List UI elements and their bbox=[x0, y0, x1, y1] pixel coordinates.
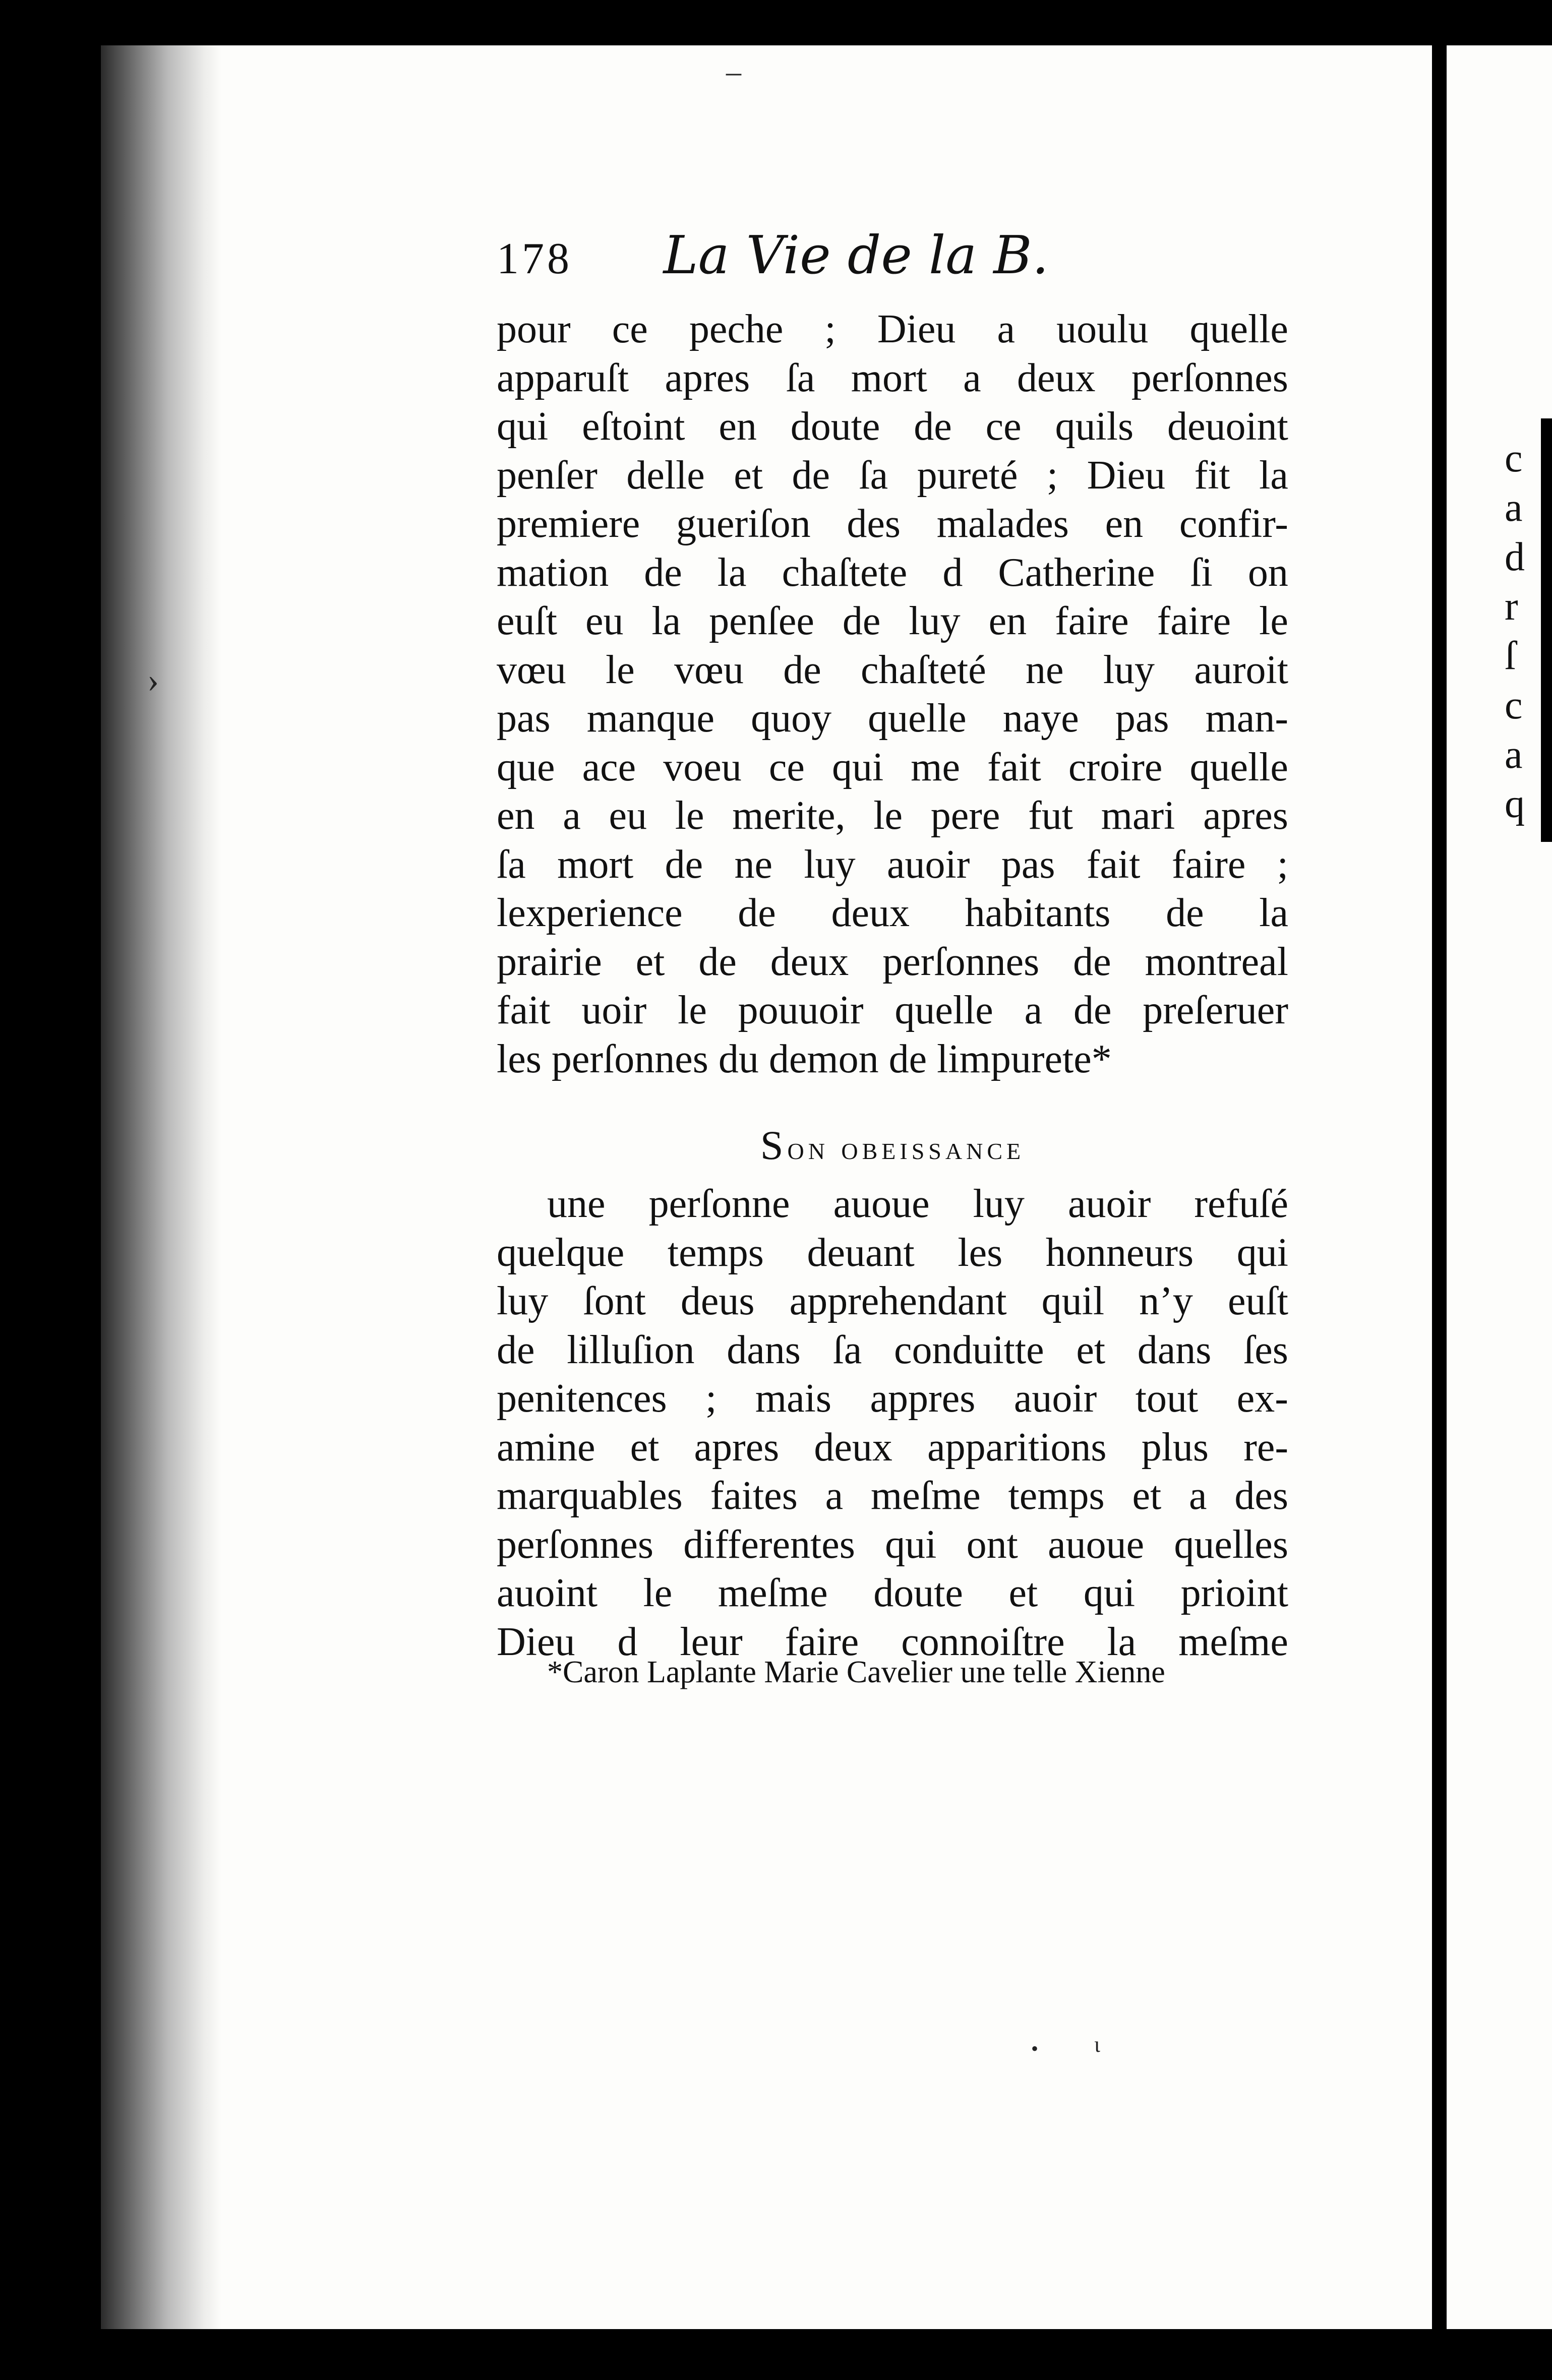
text-line: que ace voeu ce qui me fait croire quelle bbox=[497, 745, 1288, 789]
text-line: une perſonne auoue luy auoir refuſé bbox=[547, 1182, 1288, 1226]
scan-speck: • bbox=[1031, 2037, 1039, 2060]
next-page-letters bbox=[1505, 434, 1525, 829]
scan-speck: ι bbox=[1094, 2032, 1100, 2057]
page-divider bbox=[1435, 45, 1447, 2329]
page-number: 178 bbox=[497, 234, 572, 283]
paragraph-2 bbox=[497, 1180, 1288, 1666]
text-line: Dieu d leur faire connoiſtre la meſme bbox=[497, 1619, 1288, 1664]
text-line: qui eſtoint en doute de ce quils deuoint bbox=[497, 404, 1288, 449]
next-page-letter: c bbox=[1505, 683, 1523, 727]
text-line: penſer delle et de ſa pureté ; Dieu fit la bbox=[497, 453, 1288, 498]
text-line: les perſonnes du demon de limpurete* bbox=[497, 1036, 1112, 1081]
text-line: prairie et de deux perſonnes de montreal bbox=[497, 939, 1288, 984]
scan-speck: – bbox=[726, 55, 741, 88]
text-line: perſonnes differentes qui ont auoue quelles bbox=[497, 1522, 1288, 1567]
next-page-sliver bbox=[1447, 45, 1552, 2329]
text-line: lexperience de deux habitants de la bbox=[497, 891, 1288, 935]
scan-speck: › bbox=[147, 661, 159, 700]
next-page-letter: d bbox=[1505, 535, 1525, 579]
section-heading: Son obeissance bbox=[760, 1122, 1025, 1168]
next-page-letter: r bbox=[1505, 584, 1518, 629]
text-line: vœu le vœu de chaſteté ne luy auroit bbox=[497, 647, 1288, 692]
text-line: euſt eu la penſee de luy en faire faire le bbox=[497, 599, 1288, 643]
text-line: auoint le meſme doute et qui prioint bbox=[497, 1571, 1288, 1615]
running-head bbox=[497, 224, 1203, 286]
text-line: apparuſt apres ſa mort a deux perſonnes bbox=[497, 355, 1288, 400]
next-page-letter: ſ bbox=[1505, 634, 1516, 678]
text-line: premiere gueriſon des malades en confir- bbox=[497, 502, 1288, 546]
next-page-letter: a bbox=[1505, 485, 1523, 530]
text-line: pour ce peche ; Dieu a uoulu quelle bbox=[497, 307, 1288, 351]
next-page-letter: a bbox=[1505, 733, 1523, 777]
running-title: La Vie de la B. bbox=[663, 224, 1049, 286]
next-page-letter: q bbox=[1505, 782, 1525, 826]
page-gutter-shadow bbox=[101, 45, 222, 2329]
text-line: fait uoir le pouuoir quelle a de preſeruer bbox=[497, 988, 1288, 1032]
text-line: luy ſont deus apprehendant quil n’y euſt bbox=[497, 1279, 1288, 1323]
next-page-letter: c bbox=[1505, 436, 1523, 480]
text-line: ſa mort de ne luy auoir pas fait faire ; bbox=[497, 842, 1288, 887]
text-line: marquables faites a meſme temps et a des bbox=[497, 1474, 1288, 1518]
text-line: de lilluſion dans ſa conduitte et dans ſes bbox=[497, 1327, 1288, 1372]
text-line: amine et apres deux apparitions plus re- bbox=[497, 1425, 1288, 1470]
paragraph-1 bbox=[497, 305, 1288, 1083]
next-page-edge bbox=[1541, 418, 1552, 842]
text-line: quelque temps deuant les honneurs qui bbox=[497, 1230, 1288, 1275]
footnote: *Caron Laplante Marie Cavelier une telle Xienne bbox=[547, 1655, 1165, 1689]
text-line: pas manque quoy quelle naye pas man- bbox=[497, 696, 1288, 741]
text-line: en a eu le merite, le pere fut mari apres bbox=[497, 794, 1288, 838]
text-line: penitences ; mais appres auoir tout ex- bbox=[497, 1376, 1288, 1421]
text-line: mation de la chaſtete d Catherine ſi on bbox=[497, 550, 1288, 595]
